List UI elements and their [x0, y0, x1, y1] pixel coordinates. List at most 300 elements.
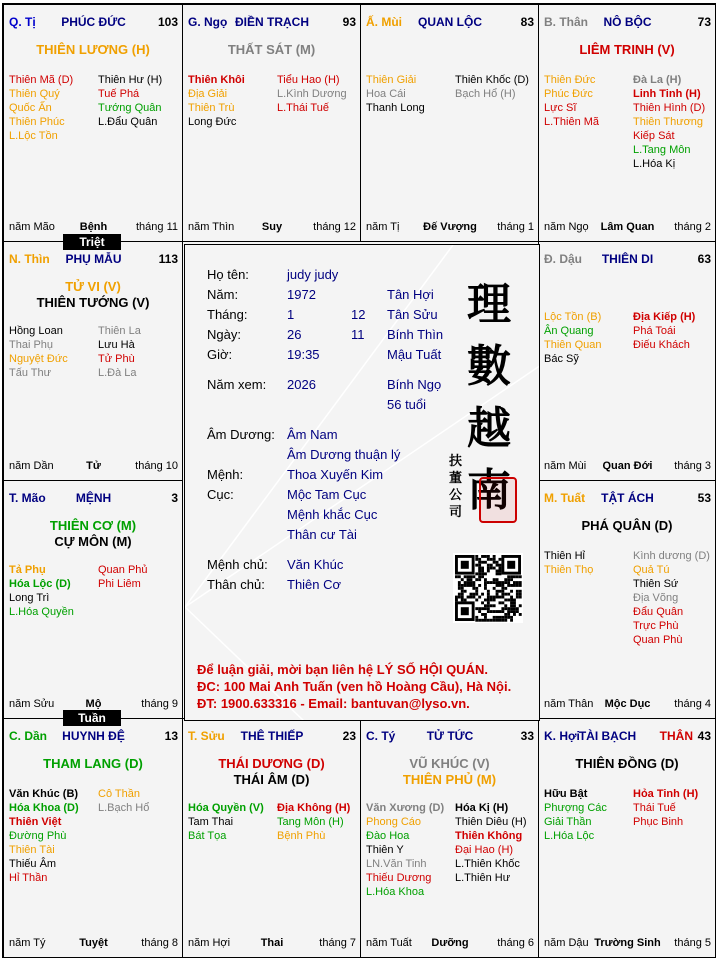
- info-label: Cục:: [207, 487, 234, 502]
- life-stage: Suy: [261, 221, 283, 233]
- minor-star: Địa Giải: [188, 88, 228, 100]
- month-label: tháng 9: [141, 698, 178, 710]
- month-label: tháng 7: [319, 937, 356, 949]
- palace-footer: [544, 937, 711, 951]
- branch-label: Đ. Dậu: [544, 252, 583, 266]
- palace-header: [544, 491, 711, 507]
- life-stage: Dưỡng: [431, 937, 469, 949]
- info-label: Họ tên:: [207, 267, 249, 282]
- major-stars: [183, 756, 360, 788]
- branch-label: Q. Tị: [9, 15, 36, 29]
- major-star: PHÁ QUÂN (D): [581, 518, 673, 533]
- small-seal-text: [449, 453, 467, 521]
- life-stage: Bệnh: [79, 221, 108, 233]
- minor-star: Lộc Tồn (B): [544, 311, 602, 323]
- major-stars: [539, 756, 715, 772]
- minor-star: L.Kình Dương: [277, 88, 347, 100]
- info-value: Thân cư Tài: [287, 527, 357, 542]
- minor-stars-right: [98, 787, 183, 815]
- minor-star: Bát Tọa: [188, 830, 227, 842]
- life-stage: Tử: [86, 460, 101, 472]
- minor-star: Phục Binh: [633, 816, 684, 828]
- life-stage: Lâm Quan: [600, 221, 655, 233]
- minor-star: Thiên Hình (D): [633, 102, 706, 114]
- palace-cell-ti[interactable]: [3, 4, 183, 242]
- minor-star: Long Đức: [188, 116, 237, 128]
- major-star: VŨ KHÚC (V): [409, 756, 490, 771]
- minor-stars-right: [277, 801, 361, 843]
- minor-star: Đẩu Quân: [633, 606, 684, 618]
- minor-star: Thiên Mã (D): [9, 74, 74, 86]
- year-label: năm Thìn: [188, 221, 235, 233]
- minor-star: Địa Kiếp (H): [633, 311, 696, 323]
- seal-char: 扶: [449, 454, 463, 469]
- palace-cell-suu[interactable]: [182, 718, 361, 958]
- major-stars: [4, 756, 182, 772]
- decade-age: 83: [520, 15, 534, 29]
- minor-star: Thiên Giải: [366, 74, 417, 86]
- body-palace-marker: THÂN: [659, 729, 693, 743]
- info-value-canchi: Tân Hợi: [387, 287, 434, 302]
- palace-footer: [366, 221, 534, 235]
- month-label: tháng 4: [674, 698, 711, 710]
- minor-star: Thiên Diêu (H): [455, 816, 527, 828]
- palace-footer: [9, 937, 178, 951]
- center-info: [184, 244, 540, 721]
- life-stage: Tuyệt: [79, 937, 108, 949]
- minor-stars-left: [366, 73, 454, 115]
- seal-char: 董: [449, 471, 463, 486]
- major-stars: [539, 518, 715, 534]
- life-stage: Trường Sinh: [594, 937, 661, 949]
- minor-star: L.Thiên Khốc: [455, 858, 520, 870]
- palace-header: [9, 491, 178, 507]
- info-value: Âm Nam: [287, 427, 338, 442]
- minor-star: Đà La (H): [633, 74, 682, 86]
- info-value: 2026: [287, 377, 316, 392]
- palace-footer: [188, 937, 356, 951]
- minor-star: Thiên Hư (H): [98, 74, 163, 86]
- palace-footer: [9, 460, 178, 474]
- minor-star: Thanh Long: [366, 102, 425, 114]
- minor-star: Hóa Kị (H): [455, 802, 509, 814]
- year-label: năm Dần: [9, 460, 54, 472]
- minor-stars-right: [98, 563, 183, 591]
- palace-name: PHÚC ĐỨC: [61, 15, 126, 29]
- palace-cell-dan[interactable]: [3, 718, 183, 958]
- major-star: THẤT SÁT (M): [227, 42, 316, 57]
- minor-star: Hỉ Thần: [9, 872, 48, 884]
- minor-stars-left: [188, 73, 276, 129]
- info-label: Mệnh:: [207, 467, 244, 482]
- contact-notice-line: ĐT: 1900.633316 - Email: bantuvan@lyso.vn.: [197, 696, 470, 711]
- info-value: Âm Dương thuận lý: [287, 447, 401, 462]
- minor-stars-right: [633, 310, 716, 352]
- year-label: năm Tuất: [366, 937, 412, 949]
- minor-star: Ân Quang: [544, 325, 594, 337]
- life-stage: Thai: [260, 937, 284, 949]
- minor-star: L.Hóa Quyền: [9, 606, 74, 618]
- palace-name: THIÊN DI: [601, 252, 654, 266]
- year-label: năm Dậu: [544, 937, 589, 949]
- palace-header: [188, 729, 356, 745]
- palace-name: MỆNH: [75, 491, 112, 505]
- minor-star: Thiên Quan: [544, 339, 602, 351]
- branch-label: T. Sửu: [188, 729, 225, 743]
- major-stars: [539, 42, 715, 58]
- minor-star: Thai Phụ: [9, 339, 54, 351]
- month-label: tháng 11: [135, 221, 178, 233]
- minor-stars-left: [188, 801, 276, 843]
- minor-star: Hỏa Tinh (H): [633, 788, 699, 800]
- major-stars: [361, 756, 538, 788]
- month-label: tháng 6: [497, 937, 534, 949]
- palace-cell-than[interactable]: [538, 4, 716, 242]
- decade-age: 73: [697, 15, 711, 29]
- major-star: LIÊM TRINH (V): [579, 42, 675, 57]
- minor-star: Nguyệt Đức: [9, 353, 68, 365]
- info-value-secondary: 12: [351, 307, 366, 322]
- major-star: CỰ MÔN (M): [54, 534, 132, 549]
- minor-star: Thiên Khốc (D): [455, 74, 529, 86]
- minor-stars-right: [633, 787, 716, 829]
- decade-age: 33: [520, 729, 534, 743]
- minor-star: Tam Thai: [188, 816, 234, 828]
- info-value: Thiên Cơ: [287, 577, 342, 592]
- minor-star: Cô Thần: [98, 788, 140, 800]
- palace-name: ĐIỀN TRẠCH: [235, 15, 309, 29]
- contact-notice-line: Để luận giải, mời bạn liên hệ LÝ SỐ HỘI QUÁN.: [197, 662, 488, 677]
- minor-stars-left: [544, 73, 632, 129]
- info-label: Ngày:: [207, 327, 241, 342]
- minor-stars-left: [9, 324, 97, 380]
- minor-star: L.Hóa Khoa: [366, 886, 425, 898]
- month-label: tháng 1: [497, 221, 534, 233]
- palace-name: TỬ TỨC: [426, 729, 474, 743]
- minor-star: Thiếu Âm: [9, 858, 57, 870]
- decade-age: 113: [158, 252, 178, 266]
- palace-footer: [544, 221, 711, 235]
- minor-star: L.Tang Môn: [633, 144, 691, 156]
- major-star: THÁI DƯƠNG (D): [218, 756, 325, 771]
- palace-name: TÀI BẠCH: [578, 729, 637, 743]
- minor-stars-right: [98, 73, 183, 129]
- calligraphy-char: 南: [467, 465, 511, 516]
- branch-label: M. Tuất: [544, 491, 586, 505]
- info-label: Thân chủ:: [207, 577, 265, 592]
- minor-star: Thiên Phúc: [9, 116, 65, 128]
- minor-star: Điếu Khách: [633, 339, 690, 351]
- minor-star: Quan Phù: [633, 634, 683, 646]
- info-value: 1972: [287, 287, 316, 302]
- minor-star: Thái Tuế: [633, 802, 676, 814]
- minor-star: Thiên La: [98, 325, 141, 337]
- minor-star: Bạch Hổ (H): [455, 88, 516, 100]
- minor-star: Long Trì: [9, 592, 50, 604]
- month-label: tháng 8: [141, 937, 178, 949]
- minor-stars-left: [544, 787, 632, 843]
- minor-star: Phi Liêm: [98, 578, 141, 590]
- info-value-canchi: Bính Thìn: [387, 327, 444, 342]
- minor-star: Văn Xương (D): [366, 802, 445, 814]
- minor-star: Phượng Các: [544, 802, 607, 814]
- info-value-canchi: Tân Sửu: [387, 307, 438, 322]
- decade-age: 53: [697, 491, 711, 505]
- minor-star: Thiên Trù: [188, 102, 235, 114]
- life-stage: Đế Vượng: [423, 221, 477, 233]
- minor-star: Đào Hoa: [366, 830, 410, 842]
- minor-stars-right: [277, 73, 361, 115]
- major-star: THÁI ÂM (D): [233, 772, 310, 787]
- palace-header: [544, 15, 711, 31]
- palace-footer: [544, 460, 711, 474]
- palace-cell-thin[interactable]: [3, 241, 183, 481]
- minor-star: Thiên Y: [366, 844, 404, 856]
- minor-star: Quan Phủ: [98, 564, 148, 576]
- minor-stars-right: [98, 324, 183, 380]
- palace-header: [188, 15, 356, 31]
- decade-age: 23: [342, 729, 356, 743]
- qr-code[interactable]: [453, 553, 523, 623]
- palace-name: TẬT ÁCH: [601, 491, 654, 505]
- info-value: judy judy: [287, 267, 339, 282]
- minor-star: L.Hóa Kị: [633, 158, 676, 170]
- decade-age: 13: [164, 729, 178, 743]
- palace-name: QUAN LỘC: [418, 15, 482, 29]
- palace-name: NÔ BỘC: [603, 15, 652, 29]
- info-value-secondary: 11: [351, 327, 365, 342]
- info-value-canchi: Mậu Tuất: [387, 347, 442, 362]
- palace-header: [544, 252, 711, 268]
- minor-star: Tiểu Hao (H): [277, 74, 340, 86]
- branch-label: N. Thìn: [9, 252, 50, 266]
- major-star: THIÊN CƠ (M): [49, 518, 137, 533]
- minor-star: L.Bạch Hổ: [98, 802, 150, 814]
- major-star: THIÊN TƯỚNG (V): [36, 295, 150, 310]
- minor-stars-left: [544, 310, 632, 366]
- month-label: tháng 2: [674, 221, 711, 233]
- minor-star: Hữu Bật: [544, 788, 588, 800]
- branch-label: C. Tý: [366, 729, 396, 743]
- minor-star: Đại Hao (H): [455, 844, 514, 856]
- month-label: tháng 10: [135, 460, 178, 472]
- branch-label: G. Ngọ: [188, 15, 228, 29]
- life-stage: Quan Đới: [602, 460, 653, 472]
- month-label: tháng 3: [674, 460, 711, 472]
- info-label: Năm:: [207, 287, 239, 302]
- minor-stars-right: [633, 73, 716, 171]
- major-stars: [183, 42, 360, 58]
- palace-footer: [366, 937, 534, 951]
- minor-star: Tướng Quân: [98, 102, 162, 114]
- minor-stars-left: [9, 73, 97, 143]
- minor-star: Linh Tinh (H): [633, 88, 701, 100]
- major-star: THIÊN PHỦ (M): [402, 772, 497, 787]
- minor-star: Phá Toái: [633, 325, 676, 337]
- seal-char: 公: [449, 488, 463, 503]
- palace-cell-ngo[interactable]: [182, 4, 361, 242]
- month-label: tháng 12: [313, 221, 356, 233]
- major-star: THIÊN LƯƠNG (H): [36, 42, 150, 57]
- minor-star: Địa Không (H): [277, 802, 351, 814]
- decade-age: 63: [697, 252, 711, 266]
- palace-cell-ty[interactable]: [360, 718, 539, 958]
- palace-cell-mui[interactable]: [360, 4, 539, 242]
- minor-stars-left: [366, 801, 454, 899]
- palace-header: [544, 729, 711, 745]
- branch-label: C. Dần: [9, 729, 48, 743]
- minor-star: Thiên Thọ: [544, 564, 594, 576]
- minor-star: Tấu Thư: [9, 367, 52, 379]
- minor-star: Thiên Thương: [633, 116, 704, 128]
- horoscope-chart: [2, 3, 716, 958]
- minor-stars-left: [544, 549, 632, 577]
- palace-name: THÊ THIẾP: [240, 729, 304, 743]
- minor-star: Tang Môn (H): [277, 816, 344, 828]
- red-stamp: [479, 477, 517, 523]
- info-value: Mệnh khắc Cục: [287, 507, 378, 522]
- minor-star: Thiên Không: [455, 830, 523, 842]
- year-label: năm Tị: [366, 221, 400, 233]
- minor-star: Tử Phù: [98, 353, 135, 365]
- palace-header: [366, 729, 534, 745]
- info-value-canchi: 56 tuổi: [387, 397, 427, 412]
- seal-char: 司: [449, 505, 463, 520]
- tuan-band: Tuần: [63, 710, 121, 726]
- minor-star: Văn Khúc (B): [9, 788, 79, 800]
- minor-star: Quốc Ấn: [9, 102, 52, 114]
- decade-age: 43: [697, 729, 711, 743]
- minor-star: Quả Tú: [633, 564, 670, 576]
- minor-star: L.Đà La: [98, 367, 137, 379]
- major-star: TỬ VI (V): [65, 279, 121, 294]
- contact-notice-line: ĐC: 100 Mai Anh Tuấn (ven hồ Hoàng Cầu), Hà Nội.: [197, 679, 512, 694]
- year-label: năm Mùi: [544, 460, 587, 472]
- qr-code-graphic: [453, 553, 523, 623]
- palace-cell-hoi[interactable]: [538, 718, 716, 958]
- calligraphy-char: 越: [467, 403, 511, 454]
- palace-footer: [544, 698, 711, 712]
- major-star: THAM LANG (D): [43, 756, 143, 771]
- minor-star: Thiếu Dương: [366, 872, 432, 884]
- minor-star: Hóa Khoa (D): [9, 802, 79, 814]
- decade-age: 3: [171, 491, 178, 505]
- year-label: năm Thân: [544, 698, 594, 710]
- palace-cell-mao[interactable]: [3, 480, 183, 719]
- minor-stars-left: [9, 563, 97, 619]
- info-value: Văn Khúc: [287, 557, 344, 572]
- minor-star: Kiếp Sát: [633, 130, 675, 142]
- minor-stars-right: [455, 801, 539, 885]
- minor-star: Tả Phụ: [9, 564, 46, 576]
- minor-stars-left: [9, 787, 97, 885]
- minor-star: Phúc Đức: [544, 88, 593, 100]
- branch-label: T. Mão: [9, 491, 46, 505]
- decade-age: 103: [157, 15, 178, 29]
- info-value: Thoa Xuyến Kim: [287, 467, 384, 482]
- minor-star: Bệnh Phù: [277, 830, 326, 842]
- triet-band: Triệt: [63, 234, 121, 250]
- minor-star: Thiên Việt: [9, 816, 62, 828]
- info-label: Tháng:: [207, 307, 248, 322]
- minor-star: Bác Sỹ: [544, 353, 579, 365]
- minor-star: L.Đẩu Quân: [98, 116, 158, 128]
- minor-star: Thiên Khôi: [188, 74, 245, 86]
- minor-star: L.Hóa Lộc: [544, 830, 595, 842]
- minor-star: Thiên Quý: [9, 88, 60, 100]
- palace-header: [9, 252, 178, 268]
- minor-star: L.Thái Tuế: [277, 102, 329, 114]
- minor-star: Trực Phù: [633, 620, 679, 632]
- palace-header: [9, 729, 178, 745]
- minor-star: Địa Võng: [633, 592, 679, 604]
- minor-star: Hóa Quyền (V): [188, 802, 264, 814]
- info-value: 19:35: [287, 347, 320, 362]
- info-value: 26: [287, 327, 302, 342]
- calligraphy-char: 理: [467, 279, 511, 330]
- palace-cell-dau[interactable]: [538, 241, 716, 481]
- palace-header: [366, 15, 534, 31]
- info-value: 1: [287, 307, 295, 322]
- info-label: Giờ:: [207, 347, 233, 362]
- major-stars: [4, 279, 182, 311]
- minor-star: Thiên Tài: [9, 844, 55, 856]
- palace-footer: [9, 221, 178, 235]
- decade-age: 93: [342, 15, 356, 29]
- major-stars: [4, 42, 182, 58]
- minor-stars-right: [455, 73, 539, 101]
- palace-cell-tuat[interactable]: [538, 480, 716, 719]
- minor-star: Lưu Hà: [98, 339, 135, 351]
- calligraphy-char: 數: [467, 341, 511, 392]
- minor-star: Thiên Hỉ: [544, 550, 585, 562]
- minor-star: Thiên Đức: [544, 74, 596, 86]
- palace-name: PHỤ MẪU: [65, 252, 122, 266]
- palace-header: [9, 15, 178, 31]
- minor-star: Hoa Cái: [366, 88, 406, 100]
- life-stage: Mộc Dục: [604, 698, 651, 710]
- year-label: năm Mão: [9, 221, 55, 233]
- life-stage: Mộ: [85, 698, 102, 710]
- minor-stars-right: [633, 549, 716, 647]
- minor-star: Thiên Sứ: [633, 578, 679, 590]
- major-star: THIÊN ĐỒNG (D): [575, 756, 679, 771]
- info-value: Mộc Tam Cục: [287, 487, 367, 502]
- minor-star: L.Thiên Hư: [455, 872, 511, 884]
- major-stars: [4, 518, 182, 550]
- branch-label: K. Hợi: [544, 729, 580, 743]
- minor-star: Kình dương (D): [633, 550, 710, 562]
- branch-label: Ấ. Mùi: [366, 15, 402, 29]
- year-label: năm Ngọ: [544, 221, 589, 233]
- minor-star: Giải Thần: [544, 816, 592, 828]
- year-label: năm Tý: [9, 937, 46, 949]
- minor-star: L.Thiên Mã: [544, 116, 600, 128]
- minor-star: L.Lộc Tồn: [9, 130, 58, 142]
- info-label: Âm Dương:: [207, 427, 275, 442]
- minor-star: Phong Cáo: [366, 816, 422, 828]
- info-value-canchi: Bính Ngọ: [387, 377, 442, 392]
- month-label: tháng 5: [674, 937, 711, 949]
- minor-star: Lực Sĩ: [544, 102, 577, 114]
- year-label: năm Hợi: [188, 937, 231, 949]
- branch-label: B. Thân: [544, 15, 588, 29]
- minor-star: Tuế Phá: [98, 88, 140, 100]
- info-label: Năm xem:: [207, 377, 267, 392]
- palace-footer: [188, 221, 356, 235]
- palace-name: HUYNH ĐỆ: [62, 729, 125, 743]
- minor-star: Đường Phù: [9, 830, 67, 842]
